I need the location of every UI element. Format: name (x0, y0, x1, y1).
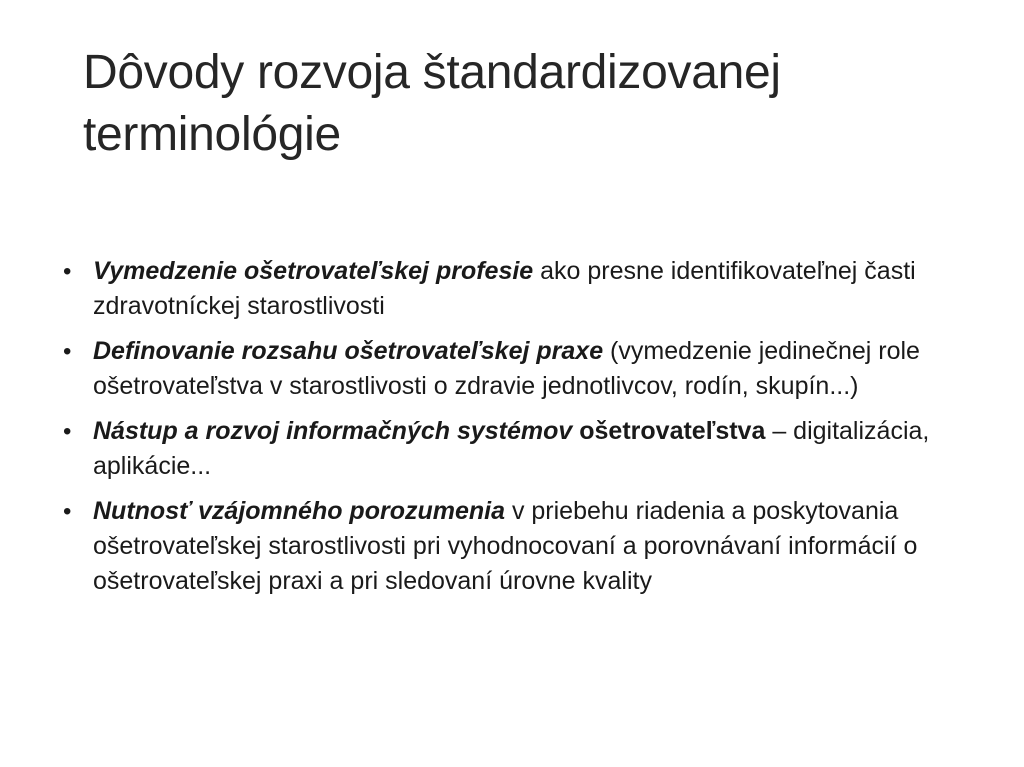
slide-title: Dôvody rozvoja štandardizovanej terminológie (83, 46, 781, 161)
bullet-emphasis: Nástup a rozvoj informačných systémov (93, 417, 573, 445)
bullet-emphasis: Nutnosť vzájomného porozumenia (93, 497, 505, 525)
bullet-text: (vymedzenie jedinečnej role ošetrovateľstva v starostlivosti o zdravie jednotlivcov, rodín, skupín...) (93, 337, 920, 400)
bullet-icon: • (63, 418, 72, 445)
bullet-emphasis: Vymedzenie ošetrovateľskej profesie (93, 257, 534, 285)
list-item (60, 254, 960, 324)
list-item (60, 334, 960, 404)
bullet-text: – digitalizácia, aplikácie... (93, 417, 930, 480)
bullet-emphasis: Definovanie rozsahu ošetrovateľskej praxe (93, 337, 604, 365)
bullet-text: ako presne identifikovateľnej časti zdravotníckej starostlivosti (93, 257, 916, 320)
bullet-icon: • (63, 258, 72, 285)
bullet-strong: ošetrovateľstva (572, 417, 766, 445)
bullet-icon: • (63, 498, 72, 525)
list-item (60, 494, 960, 599)
bullet-icon: • (63, 338, 72, 365)
list-item (60, 414, 960, 484)
bullet-text: v priebehu riadenia a poskytovania ošetrovateľskej starostlivosti pri vyhodnocovaní a porovnávaní informácií o ošetrovateľskej praxi a pri sledovaní úrovne kvality (93, 497, 918, 595)
bullet-list (60, 254, 960, 609)
